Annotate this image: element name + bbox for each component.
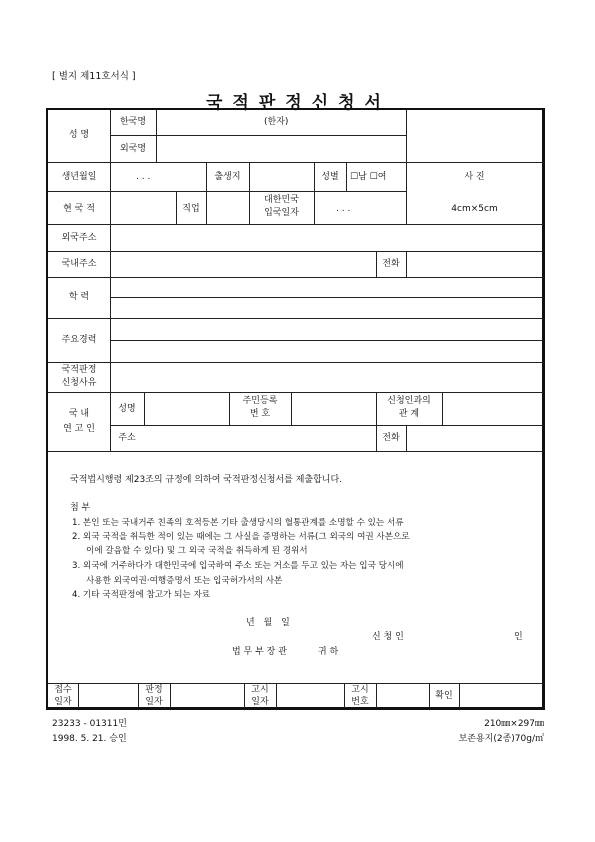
attachment-item-3-line1: 3. 외국에 거주하다가 대한민국에 입국하여 주소 또는 거소를 두고 있는 자는 입국 당시에: [72, 561, 404, 571]
form-number: [ 별지 제11호서식 ]: [52, 71, 136, 82]
foreign-address-label: 외국주소: [61, 233, 97, 243]
attachment-item-2-line2: 이에 갈음할 수 있다) 및 그 외국 국적을 취득하게 된 경위서: [86, 546, 308, 556]
judged-date-label-line2: 일자: [145, 697, 163, 707]
addressee: 법 무 부 장 관: [232, 647, 287, 657]
confirm-field[interactable]: [461, 685, 541, 706]
contact-label-line1: 국 내: [68, 409, 90, 419]
contact-name-field[interactable]: [146, 394, 227, 423]
nationality-label: 현 국 적: [63, 204, 95, 214]
birthplace-field[interactable]: [251, 164, 312, 189]
received-date-label-line2: 일자: [54, 697, 72, 707]
reason-field[interactable]: [112, 364, 541, 390]
job-label: 직업: [182, 204, 200, 214]
foreign-name-label: 외국명: [119, 144, 147, 154]
seal-mark[interactable]: 인: [514, 632, 523, 642]
job-field[interactable]: [208, 193, 247, 222]
attachment-item-4: 4. 기타 국적판정에 참고가 되는 자료: [72, 590, 211, 600]
attachments-heading: 첨 부: [70, 503, 91, 513]
resident-no-field[interactable]: [293, 394, 374, 423]
sex-label: 성별: [321, 172, 339, 182]
attachment-item-3-line2: 사용한 외국여권·여행증명서 또는 입국허가서의 사본: [86, 576, 283, 586]
photo-label: 사 진: [464, 172, 485, 182]
notice-date-field[interactable]: [278, 685, 342, 706]
notice-date-label-line1: 고시: [251, 685, 269, 695]
statement: 국적법시행령 제23조의 규정에 의하여 국적판정신청서를 제출합니다.: [70, 475, 343, 485]
received-date-field[interactable]: [80, 685, 136, 706]
entry-date-field[interactable]: . . .: [336, 204, 351, 214]
confirm-label: 확인: [435, 691, 453, 701]
notice-date-label-line2: 일자: [251, 697, 269, 707]
birth-date-label: 생년월일: [61, 172, 97, 182]
domestic-address-label: 국내주소: [61, 259, 97, 269]
contact-name-label: 성명: [118, 404, 136, 414]
notice-no-label-line2: 번호: [351, 697, 369, 707]
addressee-honorific: 귀 하: [318, 647, 339, 657]
resident-no-label-line2: 번 호: [249, 409, 271, 419]
reason-label-line2: 신청사유: [61, 378, 97, 388]
name-label: 성 명: [68, 130, 90, 140]
entry-date-label-line2: 입국일자: [264, 208, 299, 218]
chinese-chars-hint: (한자): [264, 117, 289, 127]
nationality-field[interactable]: [112, 193, 174, 222]
relation-label-line1: 신청인과의: [387, 396, 431, 406]
phone-field[interactable]: [408, 253, 541, 275]
relation-label-line2: 관 계: [398, 409, 420, 419]
page-title: 국적판정신청서: [206, 93, 391, 113]
received-date-label-line1: 접수: [54, 685, 72, 695]
reason-label-line1: 국적판정: [61, 365, 97, 375]
education-label: 학 력: [68, 292, 90, 302]
form-code: 23233 - 01311민: [52, 719, 127, 729]
paper-size: 210㎜×297㎜: [484, 719, 544, 729]
birthplace-label: 출생지: [214, 172, 241, 182]
career-field[interactable]: [112, 320, 541, 360]
attachment-item-2-line1: 2. 외국 국적을 취득한 적이 있는 때에는 그 사실을 증명하는 서류(그 외국의 여권 사본으로: [72, 532, 410, 542]
contact-address-field[interactable]: [146, 427, 374, 449]
education-field[interactable]: [112, 279, 541, 316]
judged-date-field[interactable]: [172, 685, 242, 706]
sex-checkboxes[interactable]: ☐남 ☐여: [350, 172, 387, 182]
birth-date-field[interactable]: . . .: [136, 172, 151, 182]
applicant-signature-label: 신 청 인: [372, 632, 404, 642]
judged-date-label-line1: 판정: [145, 685, 163, 695]
notice-no-field[interactable]: [378, 685, 427, 706]
foreign-address-field[interactable]: [112, 226, 541, 249]
approval-date: 1998. 5. 21. 승인: [52, 734, 127, 744]
phone-label: 전화: [382, 259, 400, 269]
paper-type: 보존용지(2종)70g/㎡: [458, 734, 544, 744]
resident-no-label-line1: 주민등록: [242, 396, 278, 406]
contact-label-line2: 연 고 인: [63, 424, 95, 434]
career-label: 주요경력: [61, 335, 97, 345]
attachment-item-1: 1. 본인 또는 국내거주 친족의 호적등본 기타 출생당시의 혈통관계를 소명할 수 있는 서류: [72, 518, 404, 528]
korean-name-label: 한국명: [119, 117, 147, 127]
foreign-name-field[interactable]: [158, 137, 404, 160]
entry-date-label-line1: 대한민국: [264, 195, 299, 205]
contact-phone-label: 전화: [382, 433, 400, 443]
korean-name-field[interactable]: [158, 111, 404, 133]
domestic-address-field[interactable]: [112, 253, 374, 275]
contact-address-label: 주소: [118, 433, 136, 443]
relation-field[interactable]: [444, 394, 541, 423]
contact-phone-field[interactable]: [408, 427, 541, 449]
notice-no-label-line1: 고시: [351, 685, 369, 695]
date-line[interactable]: 년 월 일: [246, 618, 290, 628]
photo-size: 4cm×5cm: [451, 204, 498, 214]
